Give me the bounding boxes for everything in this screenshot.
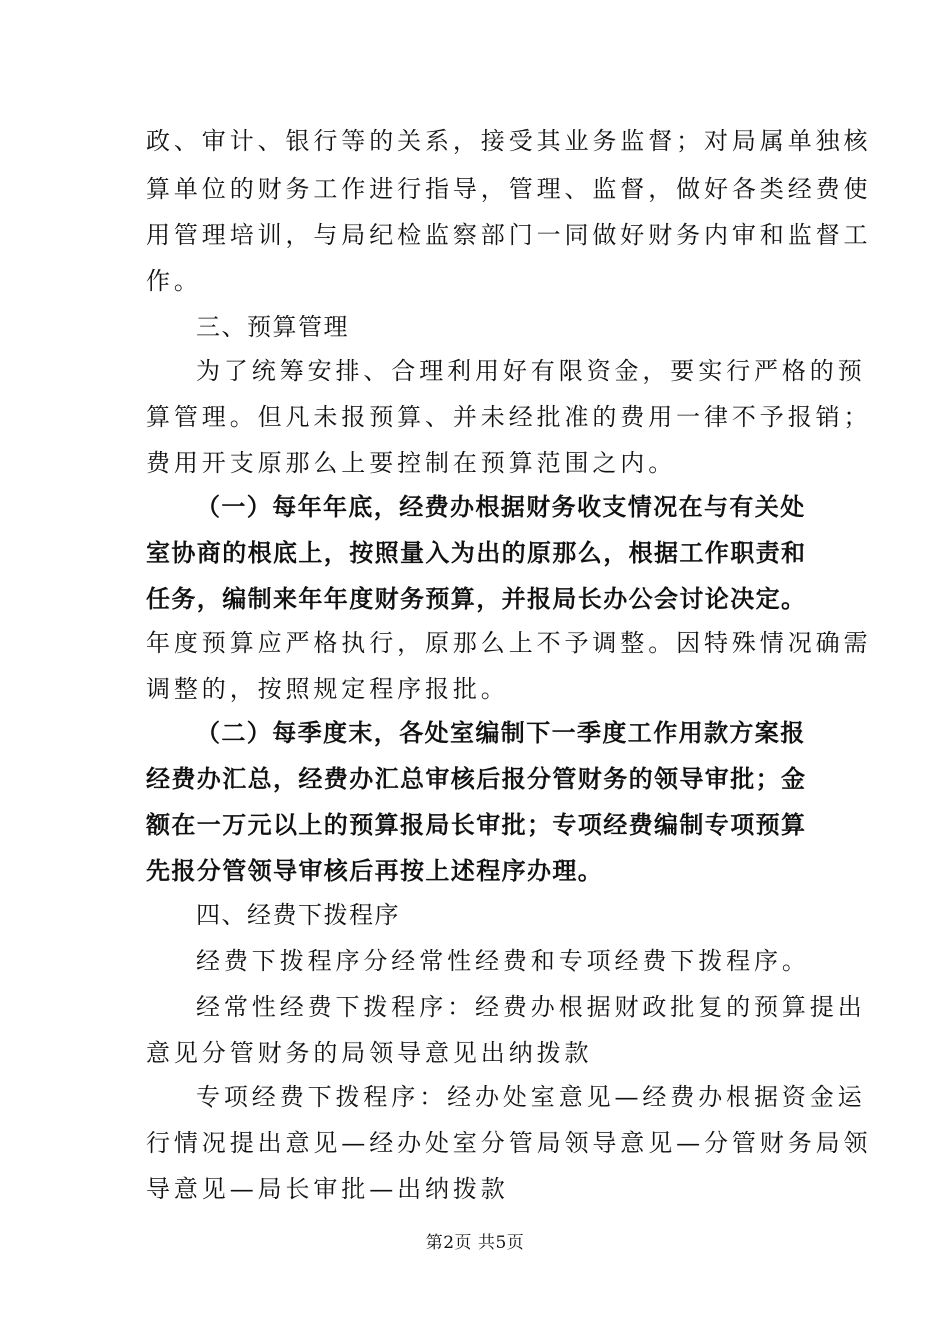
body-line: 作。 [146, 267, 202, 295]
body-line: 行情况提出意见—经办处室分管局领导意见—分管财务局领 [146, 1129, 872, 1157]
body-line: 政、审计、银行等的关系，接受其业务监督；对局属单独核 [146, 127, 872, 155]
body-line: 调整的，按照规定程序报批。 [146, 675, 509, 703]
section-heading-allocation: 四、经费下拨程序 [196, 901, 400, 929]
bold-line: （二）每季度末，各处室编制下一季度工作用款方案报 [196, 719, 806, 747]
body-line: 用管理培训，与局纪检监察部门一同做好财务内审和监督工 [146, 221, 872, 249]
body-line: 意见分管财务的局领导意见出纳拨款 [146, 1039, 593, 1067]
body-line: 为了统筹安排、合理利用好有限资金，要实行严格的预 [196, 357, 866, 385]
bold-line: 室协商的根底上，按照量入为出的原那么，根据工作职责和 [146, 539, 807, 567]
bold-line: （一）每年年底，经费办根据财务收支情况在与有关处 [196, 493, 806, 521]
bold-line: 任务，编制来年年度财务预算，并报局长办公会讨论决定。 [146, 585, 807, 613]
bold-line: 额在一万元以上的预算报局长审批；专项经费编制专项预算 [146, 811, 807, 839]
body-line: 算管理。但凡未报预算、并未经批准的费用一律不予报销； [146, 403, 872, 431]
body-line: 经常性经费下拨程序：经费办根据财政批复的预算提出 [196, 993, 866, 1021]
body-line: 专项经费下拨程序：经办处室意见—经费办根据资金运 [196, 1083, 866, 1111]
body-line: 经费下拨程序分经常性经费和专项经费下拨程序。 [196, 947, 810, 975]
body-line: 费用开支原那么上要控制在预算范围之内。 [146, 449, 677, 477]
page-number-footer: 第2页 共5页 [425, 1233, 525, 1253]
body-line: 算单位的财务工作进行指导，管理、监督，做好各类经费使 [146, 175, 872, 203]
section-heading-budget: 三、预算管理 [196, 313, 349, 341]
bold-line: 经费办汇总，经费办汇总审核后报分管财务的领导审批；金 [146, 765, 807, 793]
body-line: 导意见—局长审批—出纳拨款 [146, 1175, 509, 1203]
bold-line: 先报分管领导审核后再按上述程序办理。 [146, 857, 604, 885]
body-line: 年度预算应严格执行，原那么上不予调整。因特殊情况确需 [146, 629, 872, 657]
